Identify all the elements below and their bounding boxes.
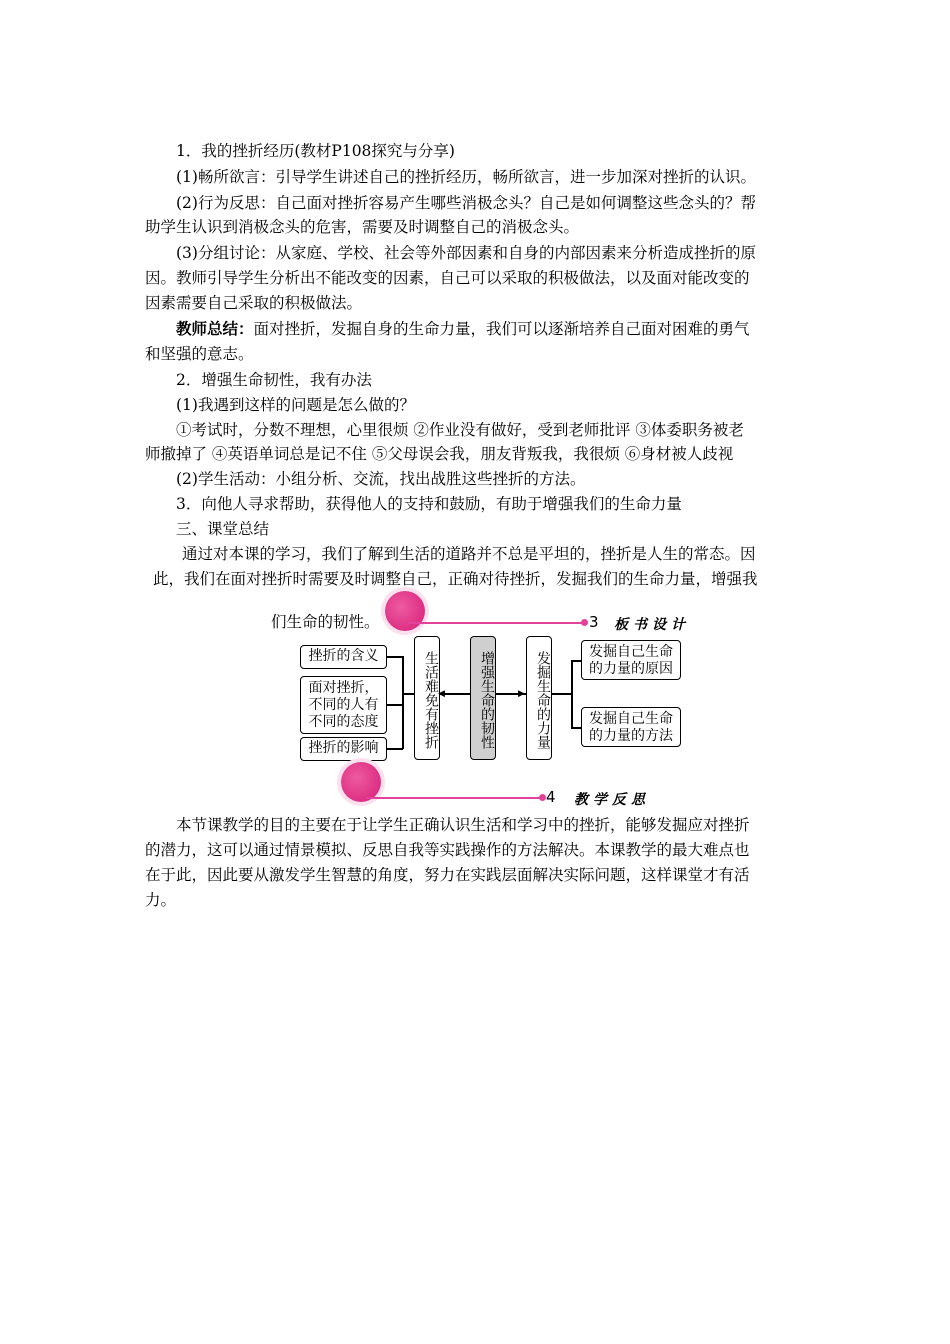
reflection-title: 教学反思 [574,792,650,808]
item1-p3-a: (3)分组讨论：从家庭、学校、社会等外部因素和自身的内部因素来分析造成挫折的原 [176,244,756,262]
reflection-para-c: 在于此，因此要从激发学生智慧的角度，努力在实践层面解决实际问题，这样课堂才有活 [145,866,750,884]
wire-right-join [552,693,572,695]
reflection-para-a: 本节课教学的目的主要在于让学生正确认识生活和学习中的挫折，能够发掘应对挫折 [176,816,750,834]
reflection-para-d: 力。 [145,891,177,909]
board-number: 3 [589,613,599,631]
wire-left-1 [387,656,403,658]
item1-title: 1．我的挫折经历(教材P108探究与分享) [176,142,455,160]
board-title: 板书设计 [614,617,690,633]
summary-text-a: 面对挫折，发掘自身的生命力量，我们可以逐渐培养自己面对困难的勇气 [253,320,750,338]
wire-left-join [402,693,414,695]
board-left-item-2: 面对挫折， 不同的人有 不同的态度 [300,676,387,734]
wire-left-3 [387,748,403,750]
wire-right-2 [571,727,581,729]
reflection-heading-line [366,797,542,799]
arrow-left-icon: ◀ [438,689,445,699]
wire-right-vertical [571,660,573,728]
reflection-number: 4 [546,788,556,806]
item1-p2-a: (2)行为反思：自己面对挫折容易产生哪些消极念头？自己是如何调整这些念头的？帮 [176,194,756,212]
item1-p2-b: 助学生认识到消极念头的危害，需要及时调整自己的消极念头。 [145,218,580,236]
conclusion-b: 此，我们在面对挫折时需要及时调整自己，正确对待挫折，发掘我们的生命力量，增强我 [153,570,758,588]
board-col3: 发掘生命的力量 [526,636,552,760]
board-center: 增强生命的韧性 [470,636,496,760]
item2-list-b: 师撤掉了 ④英语单词总是记不住 ⑤父母误会我，朋友背叛我，我很烦 ⑥身材被人歧视 [145,445,734,463]
item3-title: 3．向他人寻求帮助，获得他人的支持和鼓励，有助于增强我们的生命力量 [176,495,682,513]
reflection-para-b: 的潜力，这可以通过情景模拟、反思自我等实践操作的方法解决。本课教学的最大难点也 [145,841,750,859]
item2-p1: (1)我遇到这样的问题是怎么做的？ [176,396,415,414]
item2-list-a: ①考试时，分数不理想，心里很烦 ②作业没有做好，受到老师批评 ③体委职务被老 [176,421,744,439]
reflection-heading-circle [341,762,381,802]
item1-p3-b: 因。教师引导学生分析出不能改变的因素，自己可以采取的积极做法，以及面对能改变的 [145,269,750,287]
wire-left-vertical [402,656,404,749]
item2-p2: (2)学生活动：小组分析、交流，找出战胜这些挫折的方法。 [176,470,586,488]
section3-title: 三、课堂总结 [176,520,270,538]
conclusion-c: 们生命的韧性。 [271,613,380,631]
arrow-right-icon: ▶ [518,689,525,699]
teacher-summary [176,318,750,340]
board-left-item-1: 挫折的含义 [300,645,387,669]
board-heading-circle [385,591,425,631]
board-right-item-1: 发掘自己生命 的力量的原因 [581,640,681,680]
board-heading-line [408,622,584,624]
wire-left-2 [387,704,403,706]
item1-p3-c: 因素需要自己采取的积极做法。 [145,294,363,312]
item2-title: 2．增强生命韧性，我有办法 [176,371,372,389]
item1-p1: (1)畅所欲言：引导学生讲述自己的挫折经历，畅所欲言，进一步加深对挫折的认识。 [176,168,756,186]
board-left-item-3: 挫折的影响 [300,737,387,761]
board-col1: 生活难免有挫折 [414,636,440,760]
board-heading-dot [581,619,588,626]
conclusion-a: 通过对本课的学习，我们了解到生活的道路并不总是平坦的，挫折是人生的常态。因 [182,545,756,563]
wire-right-1 [571,660,581,662]
summary-label: 教师总结： [176,319,254,338]
reflection-heading-dot [539,794,546,801]
summary-text-b: 和坚强的意志。 [145,345,254,363]
board-right-item-2: 发掘自己生命 的力量的方法 [581,707,681,747]
